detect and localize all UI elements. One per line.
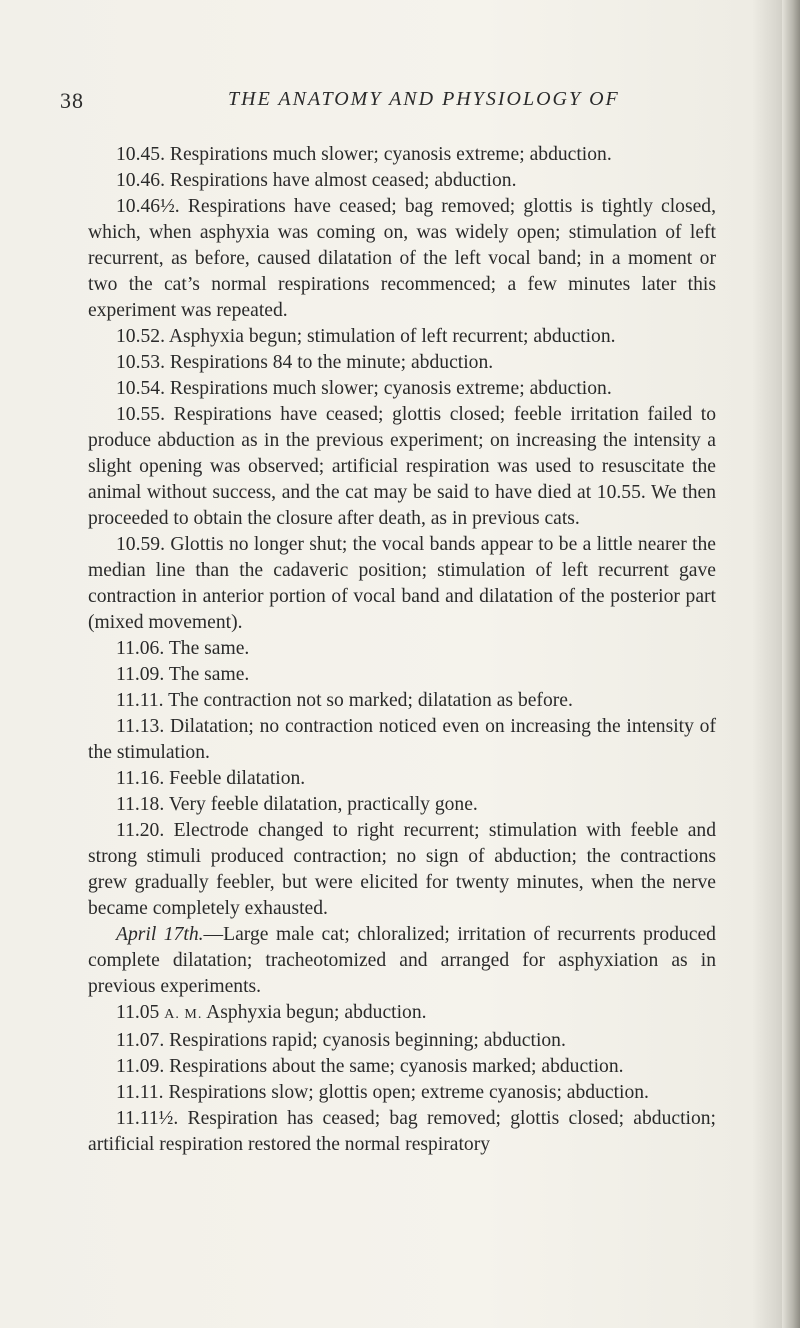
entry-time: 11.11. bbox=[116, 690, 164, 711]
entry-time: 11.09. bbox=[116, 1056, 165, 1077]
entry-time: 10.52. bbox=[116, 326, 165, 347]
entry-time: 11.06. bbox=[116, 638, 165, 659]
entry-text: Electrode changed to right recurrent; stimulation with feeble and strong stimuli produced contraction; no sign of abduction; the contractions grew gradually feebler, but were elicited for twenty minutes, when the nerve became completely exhausted. bbox=[88, 820, 717, 919]
entry-time: 10.59. bbox=[116, 534, 165, 555]
entry-paragraph bbox=[88, 662, 716, 688]
entry-text: The contraction not so marked; dilatation as before. bbox=[168, 690, 573, 711]
entry-paragraph bbox=[88, 688, 716, 714]
entry-paragraph bbox=[88, 532, 716, 636]
entry-time: 11.11½. bbox=[116, 1108, 179, 1129]
entry-ampm: A. M. bbox=[164, 1007, 203, 1022]
entry-text: Very feeble dilatation, practically gone. bbox=[168, 794, 478, 815]
entry-time: 11.05 bbox=[116, 1002, 160, 1023]
entry-time: 10.45. bbox=[116, 144, 165, 165]
entry-text: Respirations about the same; cyanosis marked; abduction. bbox=[169, 1056, 624, 1077]
entry-time: 11.20. bbox=[116, 820, 165, 841]
entry-time: 11.16. bbox=[116, 768, 165, 789]
page-edge-shadow bbox=[782, 0, 800, 1328]
entry-paragraph bbox=[88, 792, 716, 818]
entry-time: 10.54. bbox=[116, 378, 165, 399]
entry-text: Respirations slow; glottis open; extreme cyanosis; abduction. bbox=[168, 1082, 649, 1103]
entry-time: 11.07. bbox=[116, 1030, 165, 1051]
april-text: —Large male cat; chloralized; irritation of recurrents produced complete dilatation; tracheotomized and arranged for asphyxiation as in previous experiments. bbox=[88, 924, 716, 997]
entry-paragraph bbox=[88, 194, 716, 324]
running-head: THE ANATOMY AND PHYSIOLOGY OF bbox=[228, 88, 620, 110]
entry-text: The same. bbox=[168, 664, 250, 685]
entry-time: 11.18. bbox=[116, 794, 165, 815]
entry-paragraph bbox=[88, 1054, 716, 1080]
entry-paragraph bbox=[88, 1028, 716, 1054]
entry-text: Respirations rapid; cyanosis beginning; abduction. bbox=[169, 1030, 566, 1051]
entry-time: 11.09. bbox=[116, 664, 165, 685]
entry-paragraph bbox=[88, 1106, 716, 1158]
april-entry-paragraph bbox=[88, 922, 716, 1000]
entry-time: 10.53. bbox=[116, 352, 165, 373]
entry-text: Respirations have almost ceased; abduction. bbox=[169, 170, 517, 191]
entry-text: Respiration has ceased; bag removed; glottis closed; abduction; artificial respiration restored the normal respiratory bbox=[88, 1108, 716, 1155]
body-text bbox=[88, 142, 716, 1158]
entry-text: Respirations have ceased; bag removed; glottis is tightly closed, which, when asphyxia was coming on, was widely open; stimulation of left recurrent, as before, caused dilatation of the left vocal band; in a moment or two the cat’s normal respirations recommenced; a few minutes later this experiment was repeated. bbox=[88, 196, 716, 321]
entry-paragraph bbox=[88, 376, 716, 402]
entry-paragraph bbox=[88, 350, 716, 376]
entry-paragraph bbox=[88, 1000, 716, 1028]
entry-text: Respirations much slower; cyanosis extreme; abduction. bbox=[169, 144, 612, 165]
entry-time: 10.55. bbox=[116, 404, 165, 425]
entry-text: Dilatation; no contraction noticed even on increasing the intensity of the stimulation. bbox=[88, 716, 716, 763]
entry-time: 11.11. bbox=[116, 1082, 164, 1103]
entry-paragraph bbox=[88, 714, 716, 766]
entry-text: Respirations have ceased; glottis closed; feeble irritation failed to produce abduction as in the previous experiment; on increasing the intensity a slight opening was observed; artificial respiration was used to resuscitate the animal without success, and the cat may be said to have died at 10.55. We then proceeded to obtain the closure after death, as in previous cats. bbox=[88, 404, 716, 529]
entry-text: Asphyxia begun; stimulation of left recurrent; abduction. bbox=[168, 326, 616, 347]
entry-paragraph bbox=[88, 168, 716, 194]
entry-text: Asphyxia begun; abduction. bbox=[206, 1002, 427, 1023]
entry-text: The same. bbox=[168, 638, 250, 659]
entry-paragraph bbox=[88, 766, 716, 792]
entry-paragraph bbox=[88, 402, 716, 532]
entry-paragraph bbox=[88, 1080, 716, 1106]
entry-time: 10.46. bbox=[116, 170, 165, 191]
entry-text: Glottis no longer shut; the vocal bands appear to be a little nearer the median line than the cadaveric position; stimulation of left recurrent gave contraction in anterior portion of vocal band and dilatation of the posterior part (mixed movement). bbox=[88, 534, 717, 633]
entry-time: 11.13. bbox=[116, 716, 165, 737]
entry-paragraph bbox=[88, 142, 716, 168]
entry-paragraph bbox=[88, 818, 716, 922]
entry-paragraph bbox=[88, 324, 716, 350]
entry-paragraph bbox=[88, 636, 716, 662]
entry-text: Feeble dilatation. bbox=[169, 768, 306, 789]
page-number: 38 bbox=[60, 88, 84, 113]
entry-time: 10.46½. bbox=[116, 196, 180, 217]
entry-text: Respirations 84 to the minute; abduction. bbox=[169, 352, 494, 373]
page-header bbox=[60, 88, 720, 116]
april-date: April 17th. bbox=[116, 924, 204, 945]
entry-text: Respirations much slower; cyanosis extreme; abduction. bbox=[169, 378, 612, 399]
